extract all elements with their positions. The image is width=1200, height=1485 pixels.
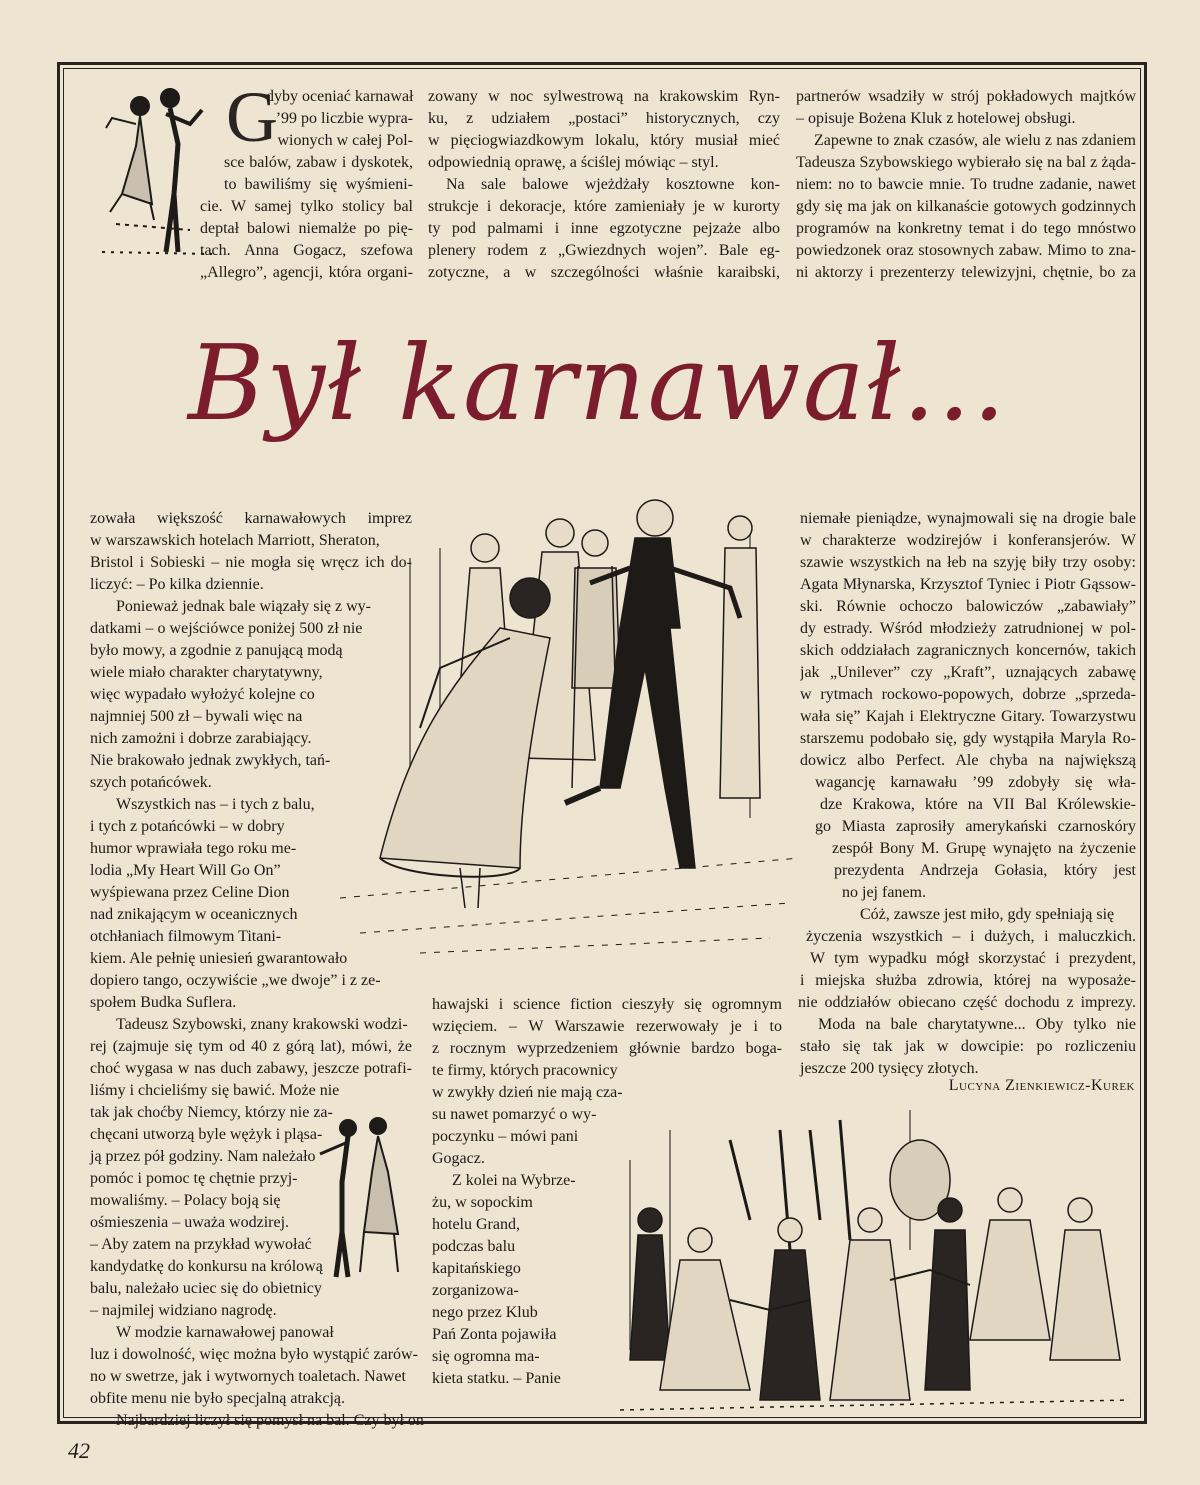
text-line: strukcje i dekoracje, które zamieniały je w kurorty bbox=[428, 198, 780, 215]
text-line: i miejska służba zdrowia, której na wyposaże- bbox=[800, 972, 1136, 989]
text-line: te firmy, których pracownicy bbox=[432, 1062, 618, 1079]
text-line: prezydenta Andrzeja Gołasia, który jest bbox=[834, 862, 1136, 879]
text-line: „Allegro”, agencji, która organi- bbox=[200, 264, 413, 281]
text-line: zespół Bony M. Grupę wynajęto na życzenie bbox=[832, 840, 1136, 857]
text-line: – Aby zatem na przykład wywołać bbox=[90, 1236, 312, 1253]
text-line: sce balów, zabaw i dyskotek, bbox=[224, 154, 413, 171]
text-line: kapitańskiego bbox=[432, 1260, 521, 1277]
dancing-couple-small-illustration bbox=[308, 1112, 418, 1282]
text-line: hawajski i science fiction cieszyły się ogromnym bbox=[432, 996, 782, 1013]
text-line: ni aktorzy i prezenterzy telewizyjni, chętnie, bo za bbox=[796, 264, 1136, 281]
text-line: chęcani utworzą byle wężyk i pląsa- bbox=[90, 1126, 323, 1143]
text-line: stało się tak jak w dowcipie: po rozliczeniu bbox=[800, 1038, 1136, 1055]
text-line: poczynku – mówi pani bbox=[432, 1128, 579, 1145]
text-line: Agata Młynarska, Krzysztof Tyniec i Piotr Gąssow- bbox=[800, 576, 1136, 593]
headline: Był karnawał... bbox=[188, 322, 1008, 444]
text-line: – opisuje Bożena Kluk z hotelowej obsługi. bbox=[796, 110, 1076, 127]
text-line: nego przez Klub bbox=[432, 1304, 538, 1321]
text-line: w charakterze wodzirejów i konferansjerów. W bbox=[800, 532, 1136, 549]
text-line: humor wprawiała tego roku me- bbox=[90, 840, 297, 857]
text-line: w zwykły dzień nie mają cza- bbox=[432, 1084, 623, 1101]
text-line: luz i dowolność, więc można było wystąpić zarów- bbox=[90, 1346, 418, 1363]
text-line: skich oddziałach zagranicznych koncernów, takich bbox=[800, 642, 1136, 659]
text-line: ski. Równie ochoczo balowiczów „zabawiały” bbox=[800, 598, 1136, 615]
text-line: plenery rodem z „Gwiezdnych wojen”. Bale eg- bbox=[428, 242, 780, 259]
text-line: gdy się ma jak on kilkanaście gotowych godzinnych bbox=[796, 198, 1136, 215]
text-line: choć wygasa w nas duch zabawy, jeszcze potrafi- bbox=[90, 1060, 412, 1077]
text-line: cie. W samej tylko stolicy bal bbox=[200, 198, 413, 215]
text-line: tak jak choćby Niemcy, którzy nie za- bbox=[90, 1104, 333, 1121]
text-line: ją przez pół godziny. Nam należało bbox=[90, 1148, 316, 1165]
text-line: wała się” Kajah i Elektryczne Gitary. Towarzystwu bbox=[800, 708, 1136, 725]
text-line: Wszystkich nas – i tych z balu, bbox=[116, 796, 315, 813]
drop-cap: G bbox=[226, 77, 278, 157]
text-line: wionych w całej Pol- bbox=[277, 132, 413, 149]
text-line: dyby oceniać karnawał bbox=[266, 88, 414, 105]
text-line: w rytmach rockowo-popowych, dobrze „sprzeda- bbox=[800, 686, 1136, 703]
page-number: 42 bbox=[68, 1438, 90, 1463]
text-line: programów na konkretny temat i do tego mnóstwo bbox=[796, 220, 1136, 237]
text-line: zotyczne, a w szczególności właśnie karaibski, bbox=[428, 264, 780, 281]
text-line: mowaliśmy. – Polacy boją się bbox=[90, 1192, 281, 1209]
text-line: odpowiednią oprawę, a ściślej mówiąc – styl. bbox=[428, 154, 719, 171]
text-line: Na sale balowe wjeżdżały kosztowne kon- bbox=[446, 176, 780, 193]
text-line: su nawet pomarzyć o wy- bbox=[432, 1106, 597, 1123]
text-line: niemałe pieniądze, wynajmowali się na drogie bale bbox=[800, 510, 1136, 527]
text-line: jeszcze 200 tysięcy złotych. bbox=[800, 1060, 979, 1077]
text-line: Moda na bale charytatywne... Oby tylko nie bbox=[818, 1016, 1136, 1033]
text-line: więc wypadało wyłożyć kolejne co bbox=[90, 686, 315, 703]
text-line: szawie wszystkich na łeb na szyję biły trzy osoby: bbox=[800, 554, 1136, 571]
text-line: Z kolei na Wybrze- bbox=[452, 1172, 576, 1189]
text-line: lodia „My Heart Will Go On” bbox=[90, 862, 281, 879]
text-line: wiele miało charakter charytatywny, bbox=[90, 664, 323, 681]
text-line: Tadeusza Szybowskiego wybierało się na bal z żąda- bbox=[796, 154, 1136, 171]
text-line: dze Krakowa, które na VII Bal Królewskie- bbox=[820, 796, 1136, 813]
text-line: nie oddziałów obiecano część dochodu z imprezy. bbox=[798, 994, 1136, 1011]
text-line: życzenia wszystkich – i dużych, i maluczkich. bbox=[806, 928, 1136, 945]
text-line: kieta statku. – Panie bbox=[432, 1370, 561, 1387]
text-line: – najmilej widziano nagrodę. bbox=[90, 1302, 277, 1319]
text-line: wyśpiewana przez Celine Dion bbox=[90, 884, 290, 901]
text-line: Zapewne to znak czasów, ale wielu z nas zdaniem bbox=[814, 132, 1136, 149]
text-line: niem: no to bawcie mnie. To trudne zadanie, nawet bbox=[796, 176, 1136, 193]
text-line: to bawiliśmy się wyśmieni- bbox=[224, 176, 413, 193]
text-line: Ponieważ jednak bale wiązały się z wy- bbox=[116, 598, 372, 615]
text-line: jak „Unilever” czy „Kraft”, uznających zabawę bbox=[800, 664, 1136, 681]
text-line: w warszawskich hotelach Marriott, Sheraton, bbox=[90, 532, 380, 549]
text-line: W tym wypadku mógł skorzystać i prezydent, bbox=[810, 950, 1136, 967]
text-line: tach. Anna Gogacz, szefowa bbox=[200, 242, 413, 259]
text-line: obfite menu nie było specjalną atrakcją. bbox=[90, 1390, 346, 1407]
text-line: społem Budka Suflera. bbox=[90, 994, 237, 1011]
text-line: powiedzonek oraz stosownych zabaw. Mimo to zna- bbox=[796, 242, 1136, 259]
text-line: liczyć: – Po kilka dziennie. bbox=[90, 576, 264, 593]
text-line: go Miasta zaprosiły amerykański czarnoskóry bbox=[815, 818, 1136, 835]
text-line: starszemu podobało się, gdy wystąpiła Maryla Ro- bbox=[800, 730, 1136, 747]
text-line: deptał balowi niemalże po pię- bbox=[200, 220, 413, 237]
byline: Lucyna Zienkiewicz-Kurek bbox=[948, 1077, 1135, 1094]
text-line: się ogromna ma- bbox=[432, 1348, 540, 1365]
text-line: najmniej 500 zł – bywali więc na bbox=[90, 708, 303, 725]
text-line: pomóc i pomoc tę chętnie przyj- bbox=[90, 1170, 298, 1187]
text-line: kandydatkę do konkursu na królową bbox=[90, 1258, 323, 1275]
text-line: dy estrady. Wśród młodzieży zatrudnionej w pol- bbox=[800, 620, 1136, 637]
text-line: z rocznym wyprzedzeniem głównie bardzo boga- bbox=[432, 1040, 782, 1057]
text-line: Najbardziej liczył się pomysł na bal. Czy był on bbox=[116, 1412, 424, 1429]
text-line: w pięciogwiazdkowym lokalu, który musiał mieć bbox=[428, 132, 780, 149]
text-line: wzięciem. – W Warszawie rezerwowały je i to bbox=[432, 1018, 782, 1035]
crowd-ballroom-illustration bbox=[610, 1100, 1145, 1430]
text-line: Pań Zonta pojawiła bbox=[432, 1326, 557, 1343]
text-line: ośmieszenia – uważa wodzirej. bbox=[90, 1214, 290, 1231]
text-line: Cóż, zawsze jest miło, gdy spełniają się bbox=[860, 906, 1115, 923]
text-line: balu, należało uciec się do obietnicy bbox=[90, 1280, 322, 1297]
text-line: zowała większość karnawałowych imprez bbox=[90, 510, 412, 527]
text-line: partnerów wsadziły w strój pokładowych majtków bbox=[796, 88, 1136, 105]
text-line: Bristol i Sobieski – nie mogła się wręcz ich do- bbox=[90, 554, 412, 571]
text-line: W modzie karnawałowej panował bbox=[116, 1324, 334, 1341]
text-line: no jej fanem. bbox=[842, 884, 926, 901]
text-line: i tych z potańcówki – w dobry bbox=[90, 818, 285, 835]
text-line: zowany w noc sylwestrową na krakowskim Ryn- bbox=[428, 88, 780, 105]
text-line: podczas balu bbox=[432, 1238, 516, 1255]
text-line: było mowy, a zgodnie z panującą modą bbox=[90, 642, 343, 659]
text-line: Gogacz. bbox=[432, 1150, 485, 1167]
text-line: Nie brakowało jednak zwykłych, tań- bbox=[90, 752, 331, 769]
text-line: ty pod palmami i inne egzotyczne pejzaże albo bbox=[428, 220, 780, 237]
text-line: żu, w sopockim bbox=[432, 1194, 533, 1211]
text-line: nich zamożni i dobrze zarabiający. bbox=[90, 730, 312, 747]
text-line: otchłaniach filmowym Titani- bbox=[90, 928, 282, 945]
text-line: no w swetrze, jak i wytwornych toaletach. Nawet bbox=[90, 1368, 406, 1385]
text-line: datkami – o wejściówce poniżej 500 zł nie bbox=[90, 620, 363, 637]
text-line: ’99 po liczbie wypra- bbox=[275, 110, 413, 127]
text-line: wagancję karnawału ’99 zdobyły się wła- bbox=[815, 774, 1136, 791]
text-line: rej (zajmuje się tym od 40 z górą lat), mówi, że bbox=[90, 1038, 412, 1055]
text-line: kiem. Ale pełnię uniesień gwarantowało bbox=[90, 950, 348, 967]
text-line: ku, z udziałem „postaci” historycznych, czy bbox=[428, 110, 780, 127]
text-line: zorganizowa- bbox=[432, 1282, 519, 1299]
text-line: nad znikającym w oceanicznych bbox=[90, 906, 298, 923]
text-line: hotelu Grand, bbox=[432, 1216, 520, 1233]
text-line: liśmy i chcieliśmy się bawić. Może nie bbox=[90, 1082, 340, 1099]
text-line: dopiero tango, oczywiście „we dwoje” i z ze- bbox=[90, 972, 381, 989]
text-line: szych potańcówek. bbox=[90, 774, 212, 791]
text-line: dowicz albo Perfect. Ale chyba na największą bbox=[800, 752, 1136, 769]
text-line: Tadeusz Szybowski, znany krakowski wodzi- bbox=[116, 1016, 408, 1033]
